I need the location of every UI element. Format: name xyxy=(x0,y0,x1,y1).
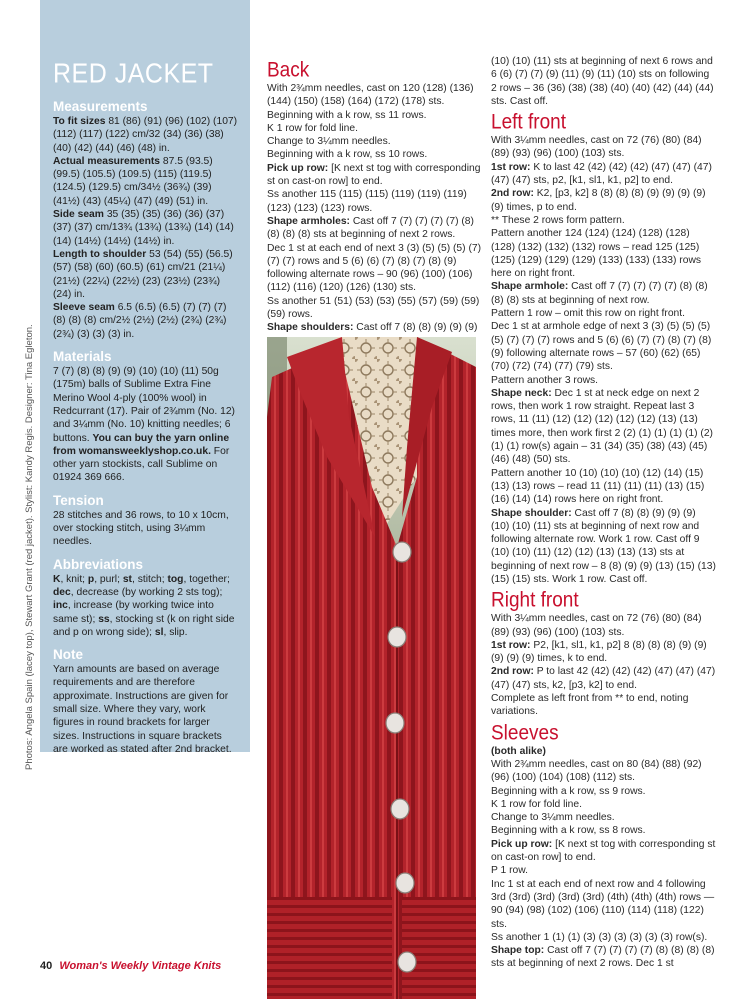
measurement-label: Length to shoulder xyxy=(53,248,147,260)
left-front-step xyxy=(491,374,716,387)
back-step xyxy=(267,162,482,189)
back-heading: Back xyxy=(267,58,310,82)
sidebar-panel xyxy=(40,0,250,755)
left-front-step-text: Pattern another 10 (10) (10) (10) (12) (14) (15) (13) (13) rows – read 11 (11) (11) (11) (13) (15) (16) (14) (14) rows here on right front. xyxy=(491,467,705,506)
back-step-text: Beginning with a k row, ss 10 rows. xyxy=(267,149,428,161)
back-step-label: Pick up row: xyxy=(267,162,329,174)
measurement-label: Actual measurements xyxy=(53,155,161,167)
left-front-step-text: Cast off 7 (8) (8) (9) (9) (9) (10) (10) (11) sts at beginning of next row and following alternate row. Work 1 row. Cast off 9 (10) (10) (11) (12) (12) (13) (13) (13) sts at beginning of next row – 8 (8) (9) (9) (13) (15) (13) (15) (15) sts. Work 1 row. Cast off. xyxy=(491,507,716,585)
left-front-step-text: Dec 1 st at neck edge on next 2 rows, then work 1 row straight. Repeat last 3 rows, 11 (11) (12) (12) (12) (12) (12) (13) (13) times more, then work first 2 (2) (1) (1) (1) (1) (2) (1) (1) row(s) again – 31 (34) (35) (38) (43) (45) (46) (48) (50) sts. xyxy=(491,387,713,466)
right-front-step-label: 2nd row: xyxy=(491,666,534,678)
sleeves-step xyxy=(491,798,716,811)
abbreviation-definition: , slip. xyxy=(163,626,188,638)
back-section xyxy=(267,58,482,335)
tension-text: 28 stitches and 36 rows, to 10 x 10cm, over stocking stitch, using 3¼mm needles. xyxy=(53,509,229,548)
back-step xyxy=(267,215,482,242)
back-step-text: Cast off 7 (8) (8) (9) (9) (9) xyxy=(353,322,478,334)
left-front-step xyxy=(491,467,716,507)
back-step xyxy=(267,82,482,109)
sleeves-step xyxy=(491,944,716,971)
right-front-instructions xyxy=(491,612,716,718)
left-front-step-text: With 3¼mm needles, cast on 72 (76) (80) (84) (89) (93) (96) (100) (103) sts. xyxy=(491,135,702,160)
sleeves-step-label: Pick up row: xyxy=(491,838,553,850)
left-front-step xyxy=(491,187,716,214)
right-front-step xyxy=(491,639,716,666)
sleeves-step-text: P 1 row. xyxy=(491,865,529,877)
measurements-list xyxy=(53,115,238,341)
sleeves-step xyxy=(491,878,716,931)
right-front-heading: Right front xyxy=(491,589,579,613)
measurement-value: 81 (86) (91) (96) (102) (107) (112) (117) (122) cm/32 (34) (36) (38) (40) (42) (44) (46) (48) in. xyxy=(53,116,238,154)
measurement-item xyxy=(53,301,238,341)
back-instructions xyxy=(267,82,482,335)
right-front-step-text: Complete as left front from ** to end, noting variations. xyxy=(491,693,689,718)
abbreviation-definition: , decrease (by working 2 sts tog); xyxy=(70,586,223,598)
sleeves-step-text: Change to 3¼mm needles. xyxy=(491,812,615,824)
sleeves-step xyxy=(491,758,716,785)
measurement-value: 6.5 (6.5) (6.5) (7) (7) (7) (8) (8) (8) cm/2½ (2½) (2½) (2¾) (2¾) (2¾) (3) (3) (3) in. xyxy=(53,302,227,340)
shop-link-text: You can buy the yarn online from womansweeklyshop.co.uk. xyxy=(53,432,230,457)
left-front-step-label: 1st row: xyxy=(491,161,531,173)
left-front-instructions xyxy=(491,134,716,586)
materials-heading: Materials xyxy=(53,349,112,365)
right-front-step-text: With 3¼mm needles, cast on 72 (76) (80) (84) (89) (93) (96) (100) (103) sts. xyxy=(491,613,702,638)
back-step-text: Beginning with a k row, ss 11 rows. xyxy=(267,109,427,121)
left-front-step-text: ** These 2 rows form pattern. xyxy=(491,214,625,226)
sleeves-step-text: Ss another 1 (1) (1) (3) (3) (3) (3) (3) (3) row(s). xyxy=(491,931,708,943)
sleeves-step-text: K 1 row for fold line. xyxy=(491,798,582,810)
magazine-name: Woman's Weekly Vintage Knits xyxy=(59,960,222,972)
left-front-step-label: Shape shoulder: xyxy=(491,507,572,519)
abbreviation-definition: , stitch; xyxy=(131,573,168,585)
abbreviation-term: inc xyxy=(53,600,68,612)
abbreviation-term: tog xyxy=(167,573,184,585)
measurement-label: To fit sizes xyxy=(53,116,106,127)
left-front-step-text: Pattern another 3 rows. xyxy=(491,374,599,386)
measurement-value: 35 (35) (35) (36) (36) (37) (37) (37) cm/13¾ (13¾) (13¾) (14) (14) (14) (14½) (14½) (14½) in. xyxy=(53,209,234,247)
back-continuation: (10) (10) (11) sts at beginning of next 6 rows and 6 (6) (7) (7) (9) (11) (9) (11) (10) sts on following 2 rows – 36 (36) (38) (38) (40) (40) (42) (44) (44) sts. Cast off. xyxy=(491,56,714,107)
sleeves-subtitle: (both alike) xyxy=(491,745,546,757)
materials-text xyxy=(53,365,238,485)
abbreviations-text xyxy=(53,573,238,639)
sleeves-step xyxy=(491,785,716,798)
measurement-item xyxy=(53,115,238,155)
sleeves-step xyxy=(491,864,716,877)
abbreviation-term: st xyxy=(122,573,132,585)
back-step-label: Shape armholes: xyxy=(267,215,350,227)
left-front-step xyxy=(491,320,716,373)
sleeves-step-text: Beginning with a k row, ss 9 rows. xyxy=(491,785,646,797)
abbreviation-definition: , together; xyxy=(183,573,230,585)
left-front-step xyxy=(491,161,716,188)
back-step-text: With 2¾mm needles, cast on 120 (128) (136) (144) (150) (158) (164) (172) (178) sts. xyxy=(267,83,474,108)
abbreviation-term: p xyxy=(87,573,95,585)
left-front-step xyxy=(491,214,716,227)
abbreviation-term: sl xyxy=(154,626,164,638)
left-front-step xyxy=(491,307,716,320)
pattern-title: RED JACKET xyxy=(53,58,214,90)
measurement-item xyxy=(53,248,238,301)
back-step xyxy=(267,109,482,122)
sleeves-step-text: Beginning with a k row, ss 8 rows. xyxy=(491,825,646,837)
abbreviation-term: dec xyxy=(53,586,71,598)
red-jacket-photo xyxy=(267,337,476,999)
left-front-heading: Left front xyxy=(491,111,566,135)
left-front-step-text: Pattern 1 row – omit this row on right front. xyxy=(491,308,686,320)
back-step-text: Cast off 7 (7) (7) (7) (7) (8) (8) (8) (8) sts at beginning of next 2 rows. xyxy=(267,215,474,241)
back-step xyxy=(267,135,482,148)
back-step xyxy=(267,122,482,135)
back-step xyxy=(267,295,482,322)
sleeves-step-text: [K next st tog with corresponding st on cast-on row] to end. xyxy=(491,838,716,864)
tension-heading: Tension xyxy=(53,492,104,508)
left-front-step-label: Shape neck: xyxy=(491,387,552,399)
measurement-value: 87.5 (93.5) (99.5) (105.5) (109.5) (115) (119.5) (124.5) (129.5) cm/34½ (36¾) (39) (41½) (43) (45¼) (47) (49) (51) in. xyxy=(53,155,213,207)
left-front-step xyxy=(491,387,716,467)
abbreviations-heading: Abbreviations xyxy=(53,556,144,572)
abbreviation-term: K xyxy=(53,573,61,585)
measurements-heading: Measurements xyxy=(53,99,148,114)
page-number: 40 xyxy=(40,960,53,972)
left-front-step-label: Shape armhole: xyxy=(491,281,569,293)
back-step-text: [K next st tog with corresponding st on cast-on row] to end. xyxy=(267,162,481,188)
sleeves-heading: Sleeves xyxy=(491,721,559,745)
materials-intro: 7 (7) (8) (8) (9) (9) (10) (10) (11) 50g (175m) balls of Sublime Extra Fine Merino Wool 4-ply (100% wool) in Redcurrant (17). Pair of 2¾mm (No. 12) and 3¼mm (No. 10) knitting needles; 6 buttons. xyxy=(53,366,235,444)
sleeves-step-text: Inc 1 st at each end of next row and 4 following 3rd (3rd) (3rd) (3rd) (3rd) (4th) (4th) (4th) rows — 90 (94) (98) (102) (106) (110) (114) (118) (122) sts. xyxy=(491,878,715,930)
sleeves-instructions xyxy=(491,758,716,971)
photo-credit: Photos: Angela Spain (lacey top), Stewart Grant (red jacket). Stylist: Kandy Regis. Designer: Tina Egleton. xyxy=(24,324,35,770)
right-front-step xyxy=(491,612,716,639)
right-front-step-label: 1st row: xyxy=(491,639,531,651)
note-heading: Note xyxy=(53,647,83,663)
page-footer xyxy=(40,960,221,972)
sleeves-step xyxy=(491,838,716,865)
abbreviation-definition: , purl; xyxy=(94,573,123,585)
sleeves-step xyxy=(491,811,716,824)
left-front-step-text: Pattern another 124 (124) (124) (128) (128) (128) (132) (132) (132) rows – read 125 (125) (125) (129) (129) (129) (133) (133) (133) rows here on right front. xyxy=(491,228,702,280)
left-front-step-text: Dec 1 st at armhole edge of next 3 (3) (5) (5) (5) (5) (7) (7) (7) rows and 5 (6) (6) (7) (7) (8) (7) (8) (9) following alternate rows – 57 (60) (62) (65) (70) (72) (74) (77) (79) sts. xyxy=(491,321,712,373)
back-step-label: Shape shoulders: xyxy=(267,322,354,334)
measurement-label: Side seam xyxy=(53,209,104,221)
back-step xyxy=(267,188,482,215)
sleeves-step xyxy=(491,824,716,837)
sleeves-step-text: Cast off 7 (7) (7) (7) (7) (8) (8) (8) (8) sts at beginning of next 2 rows. Dec 1 st xyxy=(491,945,715,970)
sleeves-step-text: With 2¾mm needles, cast on 80 (84) (88) (92) (96) (100) (104) (108) (112) sts. xyxy=(491,758,702,784)
left-front-step xyxy=(491,134,716,161)
left-front-step-text: K2, [p3, k2] 8 (8) (8) (8) (9) (9) (9) (9) (9) times, p to end. xyxy=(491,188,706,213)
back-step-text: Dec 1 st at each end of next 3 (3) (5) (5) (5) (7) (7) (7) rows and 5 (6) (6) (7) (8) (7) (8) (9) following alternate rows – 90 (96) (100) (106) (112) (116) (120) (126) (130) sts. xyxy=(267,242,482,294)
note-text: Yarn amounts are based on average requirements and are therefore approximate. Instructions are given for small size. Where they vary, work figures in round brackets for larger sizes. Instructions in square brackets are worked as stated after 2nd bracket. xyxy=(53,664,232,755)
back-step xyxy=(267,321,482,334)
left-front-step xyxy=(491,227,716,280)
abbreviation-definition: , increase (by working twice into same st); xyxy=(53,600,214,625)
left-front-step-text: K to last 42 (42) (42) (42) (47) (47) (47) (47) (47) sts, p2, [k1, sl1, k1, p2] to end. xyxy=(491,161,712,187)
right-front-step xyxy=(491,692,716,719)
back-step-text: Ss another 115 (115) (115) (119) (119) (119) (123) (123) (123) rows. xyxy=(267,189,467,214)
back-step xyxy=(267,242,482,295)
left-front-step-text: Cast off 7 (7) (7) (7) (7) (8) (8) (8) (8) sts at beginning of next row. xyxy=(491,281,708,306)
right-front-step-text: P2, [k1, sl1, k1, p2] 8 (8) (8) (8) (9) (9) (9) (9) (9) times, k to end. xyxy=(491,639,707,665)
back-step-text: Change to 3¼mm needles. xyxy=(267,136,391,148)
left-front-step xyxy=(491,280,716,307)
right-front-step xyxy=(491,665,716,692)
right-front-step-text: P to last 42 (42) (42) (42) (47) (47) (47) (47) (47) sts, k2, [p3, k2] to end. xyxy=(491,666,716,691)
measurement-label: Sleeve seam xyxy=(53,302,115,314)
abbreviation-term: ss xyxy=(98,613,110,625)
measurement-item xyxy=(53,208,238,248)
materials-stockists: For other yarn stockists, call Sublime on 01924 369 666. xyxy=(53,445,230,484)
abbreviation-definition: , stocking st (k on right side and p on wrong side); xyxy=(53,613,235,638)
left-front-step-label: 2nd row: xyxy=(491,188,534,200)
back-step xyxy=(267,148,482,161)
sleeves-step xyxy=(491,931,716,944)
left-front-step xyxy=(491,507,716,587)
measurement-value: 53 (54) (55) (56.5) (57) (58) (60) (60.5) (61) cm/21 (21¼) (21½) (22¼) (22½) (23) (23½) (23¾) (24) in. xyxy=(53,248,233,300)
right-column xyxy=(491,55,716,971)
abbreviation-definition: , knit; xyxy=(60,573,88,585)
back-step-text: Ss another 51 (51) (53) (53) (55) (57) (59) (59) (59) rows. xyxy=(267,295,480,321)
measurement-item xyxy=(53,155,238,208)
back-step-text: K 1 row for fold line. xyxy=(267,122,358,134)
sleeves-step-label: Shape top: xyxy=(491,945,545,957)
